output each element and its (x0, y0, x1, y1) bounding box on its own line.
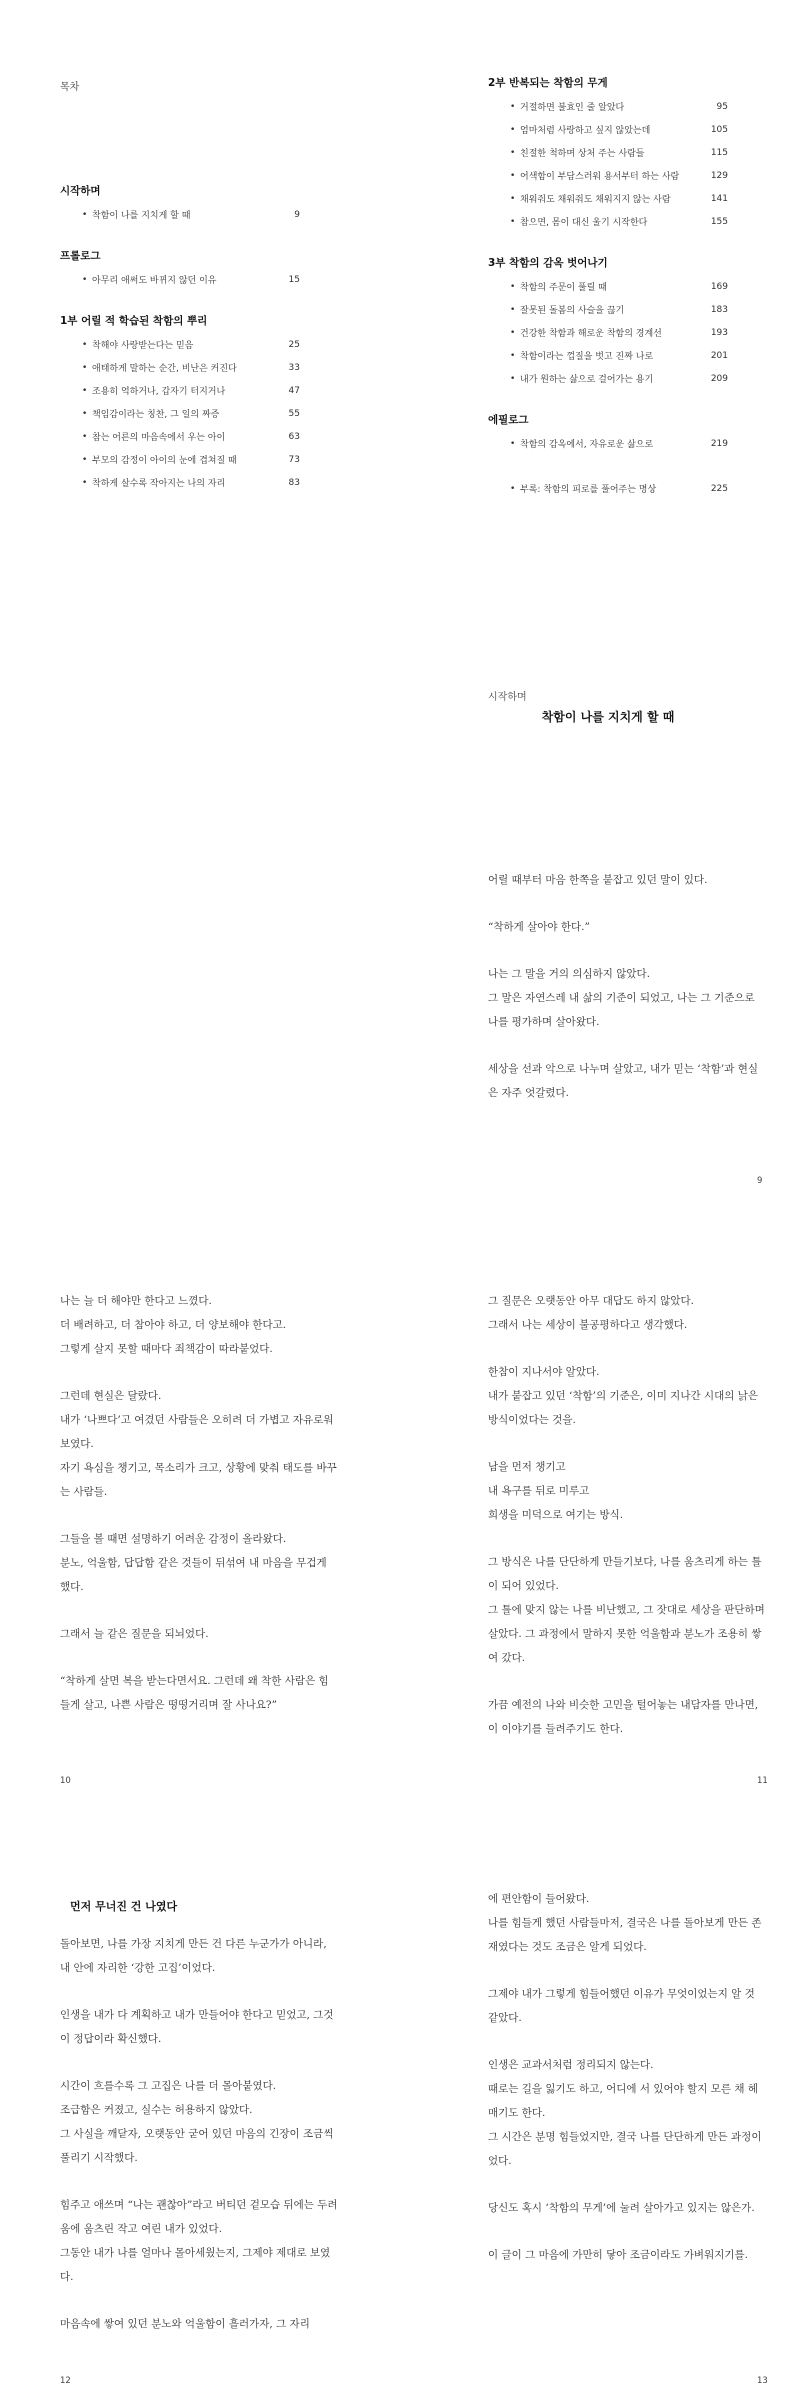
toc-entry[interactable] (488, 118, 728, 141)
toc-entry[interactable] (60, 402, 300, 425)
toc-section (60, 183, 300, 226)
body-paragraph: 남을 먼저 챙기고 내 욕구를 뒤로 미루고 희생을 미덕으로 여기는 방식. (488, 1461, 624, 1521)
body-paragraph: 마음속에 쌓여 있던 분노와 억울함이 흘러가자, 그 자리 (60, 2318, 310, 2330)
toc-entry-page: 47 (288, 385, 300, 396)
toc-section (488, 255, 728, 390)
toc-entry[interactable] (60, 203, 300, 226)
bullet-icon: • (510, 304, 516, 315)
toc-entry-page: 83 (288, 477, 300, 488)
toc-entry[interactable] (488, 367, 728, 390)
toc-heading: 목차 (60, 82, 80, 93)
body-paragraph: 그 질문은 오랫동안 아무 대답도 하지 않았다. 그래서 나는 세상이 불공평하다고 생각했다. (488, 1295, 694, 1331)
toc-entry-page: 95 (716, 101, 728, 112)
toc-entry-title: 건강한 착함과 해로운 착함의 경계선 (520, 329, 662, 339)
toc-appendix-page: 225 (710, 483, 728, 494)
toc-entry[interactable] (488, 321, 728, 344)
page9-title: 착함이 나를 지치게 할 때 (541, 710, 675, 724)
body-paragraph: 돌아보면, 나를 가장 지치게 만든 건 다른 누군가가 아니라, 내 안에 자리한 ‘강한 고집’이었다. (60, 1938, 327, 1974)
body-paragraph: “착하게 살아야 한다.” (488, 921, 590, 933)
toc-entry[interactable] (60, 425, 300, 448)
toc-entry[interactable] (488, 164, 728, 187)
toc-section (488, 412, 728, 455)
toc-entry[interactable] (60, 333, 300, 356)
toc-entry-page: 129 (710, 170, 728, 181)
body-paragraph: 나는 그 말을 거의 의심하지 않았다. 그 말은 자연스레 내 삶의 기준이 되었고, 나는 그 기준으로 나를 평가하며 살아왔다. (488, 968, 755, 1028)
toc-entry-page: 155 (710, 216, 728, 227)
toc-entry-title: 참으면, 몸이 대신 울기 시작한다 (520, 218, 648, 228)
page11-body (488, 1289, 766, 1764)
page12-title: 먼저 무너진 건 나였다 (70, 1900, 178, 1913)
toc-section (488, 75, 728, 233)
toc-entry-title: 책임감이라는 칭찬, 그 일의 짜증 (92, 410, 220, 420)
toc-entry-page: 115 (710, 147, 728, 158)
body-paragraph: “착하게 살면 복을 받는다면서요. 그런데 왜 착한 사람은 힘들게 살고, 나쁜 사람은 떵떵거리며 잘 사나요?” (60, 1675, 329, 1711)
toc-entry-title: 엄마처럼 사랑하고 싶지 않았는데 (520, 126, 651, 136)
page13-body (488, 1887, 766, 2290)
body-paragraph: 인생을 내가 다 계획하고 내가 만들어야 한다고 믿었고, 그것이 정답이라 확신했다. (60, 2009, 334, 2045)
toc-entry[interactable] (60, 448, 300, 471)
body-paragraph: 힘주고 애쓰며 “나는 괜찮아”라고 버티던 겉모습 뒤에는 두려움에 움츠린 작고 여린 내가 있었다. 그동안 내가 나를 얼마나 몰아세웠는지, 그제야 제대로 보였다. (60, 2199, 338, 2283)
toc-entry-page: 15 (288, 274, 300, 285)
bullet-icon: • (82, 362, 88, 373)
toc-appendix-title: 부록: 착함의 피로를 풀어주는 명상 (520, 485, 657, 495)
body-paragraph: 어릴 때부터 마음 한쪽을 붙잡고 있던 말이 있다. (488, 874, 708, 886)
toc-entry-title: 친절한 척하며 상처 주는 사람들 (520, 149, 645, 159)
toc-entry-page: 219 (710, 438, 728, 449)
page12-number: 12 (60, 2376, 71, 2386)
toc-entry-title: 착함이라는 껍질을 벗고 진짜 나로 (520, 352, 654, 362)
bullet-icon: • (510, 438, 516, 449)
bullet-icon: • (82, 385, 88, 396)
page9-body (488, 868, 766, 1128)
body-paragraph: 가끔 예전의 나와 비슷한 고민을 털어놓는 내담자를 만나면, 이 이야기를 들려주기도 한다. (488, 1699, 759, 1735)
body-paragraph: 그래서 늘 같은 질문을 되뇌었다. (60, 1628, 209, 1640)
toc-entry[interactable] (488, 298, 728, 321)
toc-entry-title: 채워줘도 채워줘도 채워지지 않는 사람 (520, 195, 671, 205)
toc-entry[interactable] (60, 268, 300, 291)
bullet-icon: • (510, 350, 516, 361)
body-paragraph: 한참이 지나서야 알았다. 내가 붙잡고 있던 ‘착함’의 기준은, 이미 지나간 시대의 낡은 방식이었다는 것을. (488, 1366, 759, 1426)
bullet-icon: • (82, 408, 88, 419)
body-paragraph: 세상을 선과 악으로 나누며 살았고, 내가 믿는 ‘착함’과 현실은 자주 엇갈렸다. (488, 1063, 759, 1099)
toc-entry-page: 193 (710, 327, 728, 338)
body-paragraph: 그들을 볼 때면 설명하기 어려운 감정이 올라왔다. 분노, 억울함, 답답함 같은 것들이 뒤섞여 내 마음을 무겁게 했다. (60, 1533, 327, 1593)
toc-entry-page: 169 (710, 281, 728, 292)
page10-number: 10 (60, 1776, 71, 1786)
toc-entry-title: 잘못된 돌봄의 사슬을 끊기 (520, 306, 625, 316)
page13-number: 13 (757, 2376, 768, 2386)
toc-entry-title: 거절하면 불효인 줄 알았다 (520, 103, 625, 113)
page12-body (60, 1932, 338, 2359)
bullet-icon: • (82, 339, 88, 350)
toc-entry[interactable] (60, 379, 300, 402)
toc-left-sections (60, 183, 300, 494)
bullet-icon: • (82, 454, 88, 465)
toc-section-title: 시작하며 (60, 185, 101, 197)
toc-entry-page: 73 (288, 454, 300, 465)
toc-entry-page: 209 (710, 373, 728, 384)
toc-entry-page: 201 (710, 350, 728, 361)
body-paragraph: 그 방식은 나를 단단하게 만들기보다, 나를 움츠리게 하는 틀이 되어 있었다. 그 틀에 맞지 않는 나를 비난했고, 그 잣대로 세상을 판단하며 살았다. 그 과정에서 말하지 못한 억울함과 분노가 조용히 쌓여 갔다. (488, 1556, 765, 1664)
toc-entry-page: 9 (294, 209, 300, 220)
toc-entry-title: 착함의 감옥에서, 자유로운 삶으로 (520, 440, 654, 450)
bullet-icon: • (510, 373, 516, 384)
toc-entry-title: 아무리 애써도 바뀌지 않던 이유 (92, 276, 217, 286)
page9-number: 9 (757, 1176, 763, 1186)
toc-entry-page: 33 (288, 362, 300, 373)
toc-right-sections (488, 75, 728, 455)
toc-entry[interactable] (488, 432, 728, 455)
bullet-icon: • (82, 209, 88, 220)
toc-entry-page: 141 (710, 193, 728, 204)
toc-entry[interactable] (488, 344, 728, 367)
toc-entry[interactable] (488, 141, 728, 164)
toc-entry-page: 63 (288, 431, 300, 442)
toc-entry-title: 내가 원하는 삶으로 걸어가는 용기 (520, 375, 654, 385)
body-paragraph: 시간이 흐를수록 그 고집은 나를 더 몰아붙였다. 조급함은 커졌고, 실수는 허용하지 않았다. 그 사실을 깨닫자, 오랫동안 굳어 있던 마음의 긴장이 조금씩 풀리기 시작했다. (60, 2080, 334, 2164)
bullet-icon: • (510, 483, 516, 494)
toc-entry[interactable] (488, 210, 728, 233)
toc-section (60, 248, 300, 291)
page10-body (60, 1289, 338, 1740)
page11-number: 11 (757, 1776, 768, 1786)
toc-entry-page: 55 (288, 408, 300, 419)
body-paragraph: 인생은 교과서처럼 정리되지 않는다. 때로는 길을 잃기도 하고, 어디에 서 있어야 할지 모른 채 헤매기도 한다. 그 시간은 분명 힘들었지만, 결국 나를 단단하게 만든 과정이었다. (488, 2059, 762, 2167)
bullet-icon: • (510, 216, 516, 227)
bullet-icon: • (82, 274, 88, 285)
toc-right-page (488, 75, 728, 500)
toc-entry-page: 25 (288, 339, 300, 350)
toc-section-title: 3부 착함의 감옥 벗어나기 (488, 257, 608, 269)
toc-entry-title: 애태하게 말하는 순간, 비난은 커진다 (92, 364, 237, 374)
bullet-icon: • (510, 124, 516, 135)
toc-section-title: 에필로그 (488, 414, 529, 426)
body-paragraph: 에 편안함이 들어왔다. 나를 힘들게 했던 사람들마저, 결국은 나를 돌아보게 만든 존재였다는 것도 조금은 알게 되었다. (488, 1893, 762, 1953)
toc-entry-title: 어색함이 부담스러워 용서부터 하는 사람 (520, 172, 680, 182)
toc-entry[interactable] (60, 356, 300, 379)
body-paragraph: 나는 늘 더 해야만 한다고 느꼈다. 더 배려하고, 더 참아야 하고, 더 양보해야 한다고. 그렇게 살지 못할 때마다 죄책감이 따라붙었다. (60, 1295, 287, 1355)
body-paragraph: 당신도 혹시 ‘착함의 무게’에 눌려 살아가고 있지는 않은가. (488, 2202, 755, 2214)
bullet-icon: • (82, 431, 88, 442)
toc-entry[interactable] (60, 471, 300, 494)
toc-appendix[interactable] (488, 477, 728, 500)
toc-entry-title: 부모의 감정이 아이의 눈에 겹쳐질 때 (92, 456, 237, 466)
toc-entry[interactable] (488, 187, 728, 210)
toc-entry-title: 조용히 억하거나, 갑자기 터지거나 (92, 387, 226, 397)
toc-section-title: 프롤로그 (60, 250, 101, 262)
bullet-icon: • (510, 281, 516, 292)
toc-entry-page: 183 (710, 304, 728, 315)
toc-section-title: 1부 어릴 적 학습된 착함의 뿌리 (60, 315, 208, 327)
toc-entry[interactable] (488, 275, 728, 298)
toc-entry-title: 착함의 주문이 풀릴 때 (520, 283, 607, 293)
body-paragraph: 그런데 현실은 달랐다. 내가 ‘나쁘다’고 여겼던 사람들은 오히려 더 가볍고 자유로워 보였다. 자기 욕심을 챙기고, 목소리가 크고, 상황에 맞춰 태도를 바꾸는 사람들. (60, 1390, 337, 1498)
body-paragraph: 이 글이 그 마음에 가만히 닿아 조금이라도 가벼워지기를. (488, 2249, 748, 2261)
bullet-icon: • (82, 477, 88, 488)
toc-entry[interactable] (488, 95, 728, 118)
bullet-icon: • (510, 101, 516, 112)
toc-entry-title: 참는 어른의 마음속에서 우는 아이 (92, 433, 226, 443)
page9-label: 시작하며 (488, 692, 527, 703)
body-paragraph: 그제야 내가 그렇게 힘들어했던 이유가 무엇이었는지 알 것 같았다. (488, 1988, 755, 2024)
toc-entry-page: 105 (710, 124, 728, 135)
bullet-icon: • (510, 327, 516, 338)
toc-entry-title: 착해야 사랑받는다는 믿음 (92, 341, 194, 351)
toc-entry-title: 착함이 나를 지치게 할 때 (92, 211, 191, 221)
bullet-icon: • (510, 170, 516, 181)
toc-section (60, 313, 300, 494)
bullet-icon: • (510, 193, 516, 204)
toc-entry-title: 착하게 살수록 작아지는 나의 자리 (92, 479, 226, 489)
bullet-icon: • (510, 147, 516, 158)
toc-left-page (60, 78, 300, 516)
toc-section-title: 2부 반복되는 착함의 무게 (488, 77, 608, 89)
